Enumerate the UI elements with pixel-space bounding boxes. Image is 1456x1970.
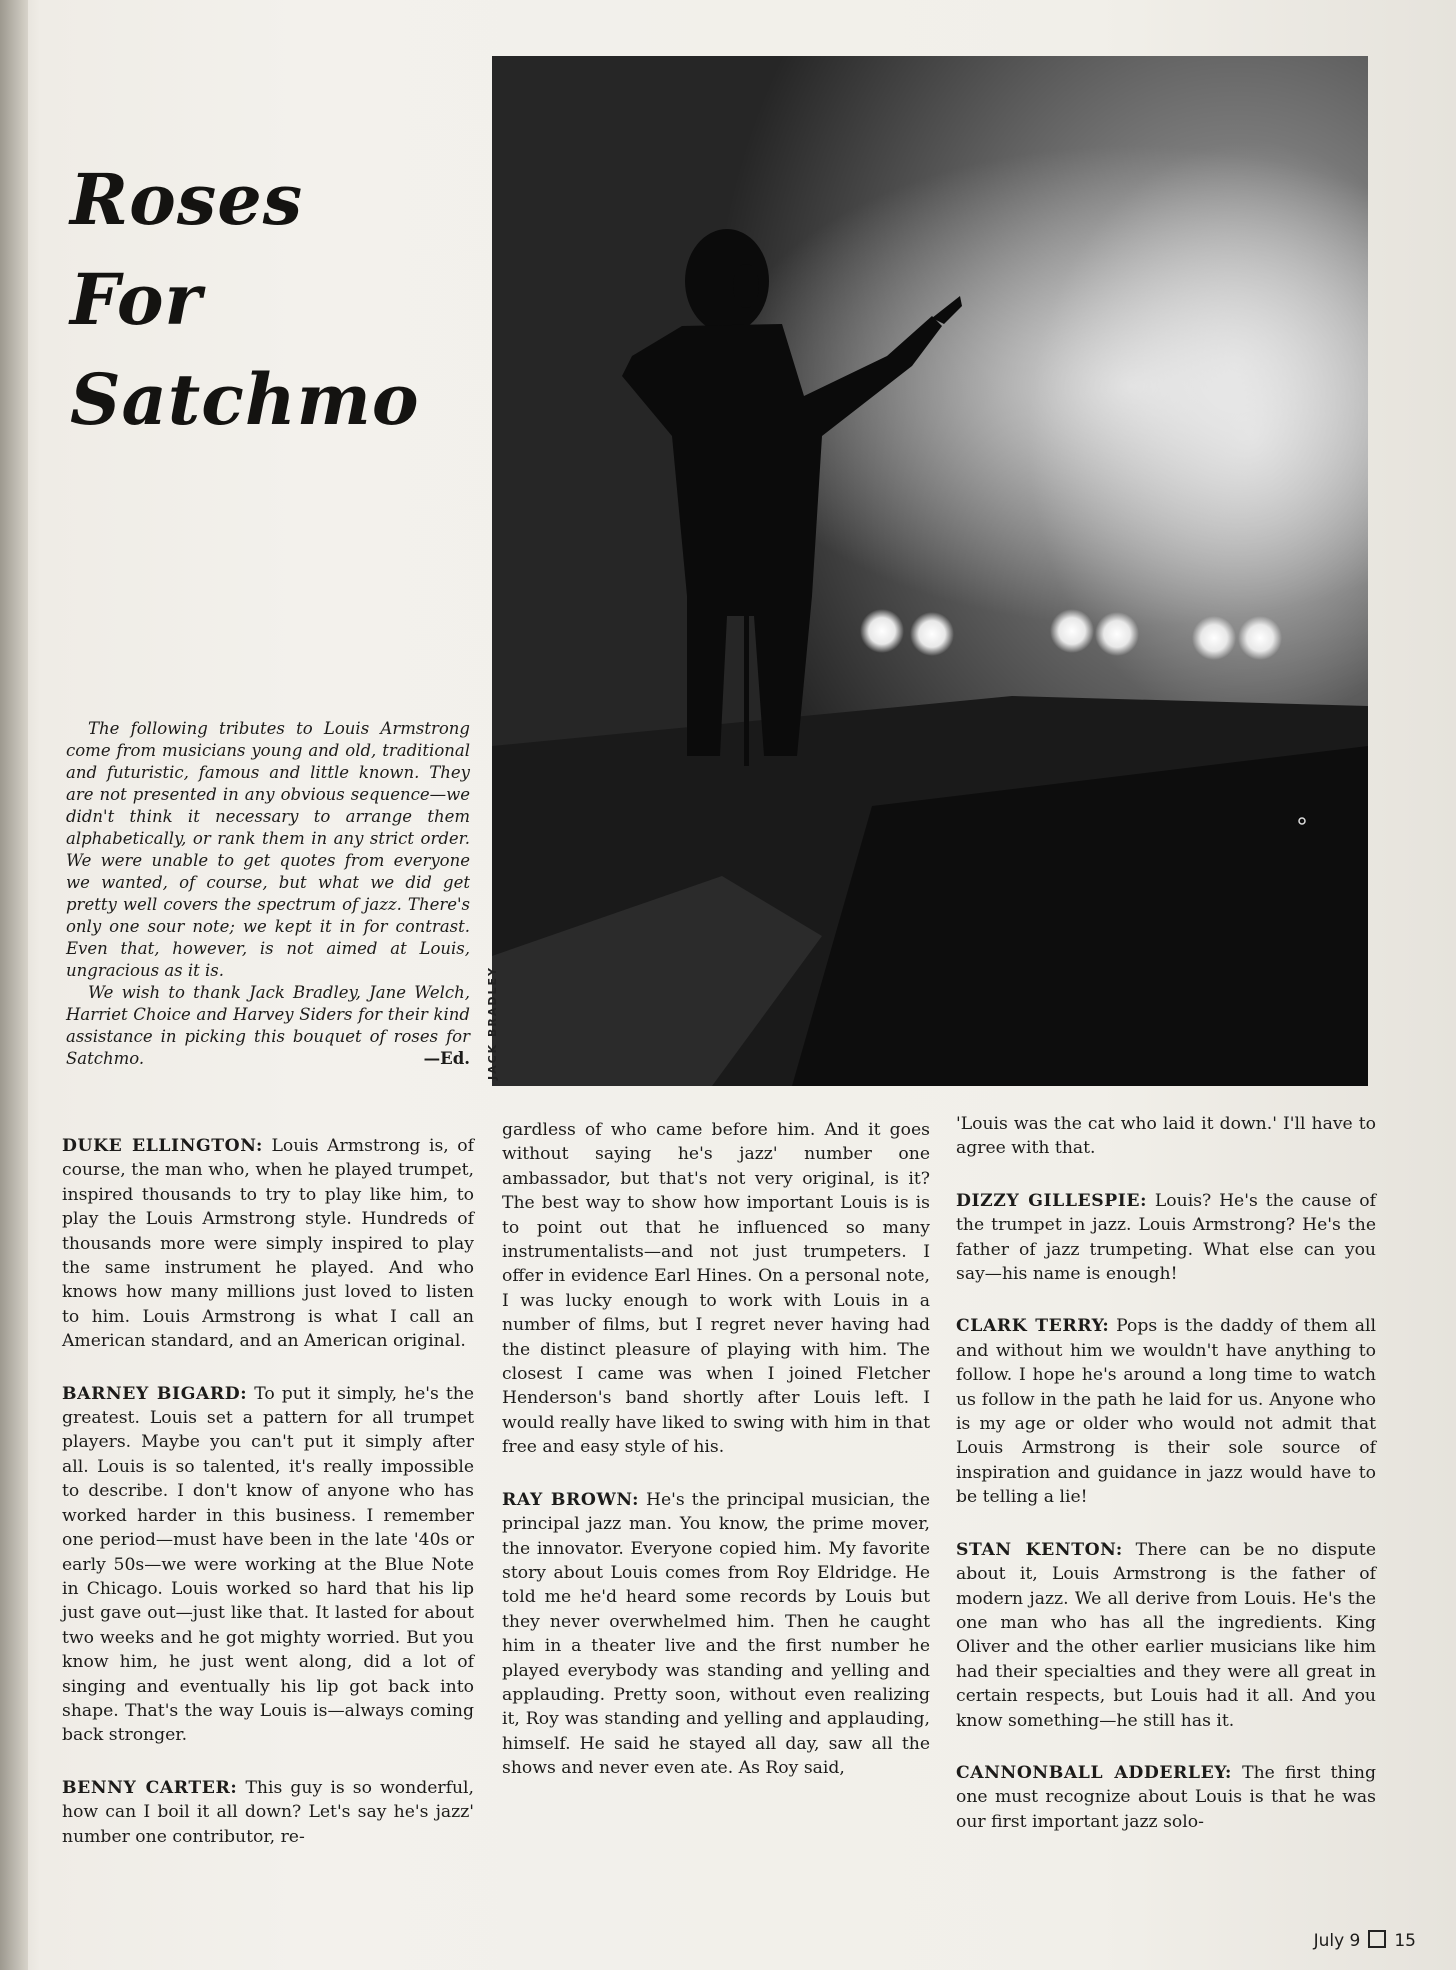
tribute-text: This guy is so wonderful, how can I boil it all down? Let's say he's jazz' number one contributor, re- — [62, 1777, 474, 1847]
issue-date: July 9 — [1313, 1931, 1361, 1951]
tribute-text: He's the principal musician, the principal jazz man. You know, the prime mover, the innovator. Everyone copied him. My favorite story about Louis comes from Roy Eldridge. He told me he'd heard some records by Louis but they never overwhelmed him. Then he caught him in a theater live and the first number he played everybody was standing and yelling and applauding. Pretty soon, without even realizing it, Roy was standing and yelling and applauding, himself. He said he stayed all day, saw all the shows and never even ate. As Roy said, — [502, 1489, 930, 1779]
title-line-3: Satchmo — [70, 358, 420, 441]
tribute-text: The first thing one must recognize about Louis is that he was our first important jazz solo- — [956, 1762, 1377, 1832]
intro-thanks: We wish to thank Jack Bradley, Jane Welch, Harriet Choice and Harvey Siders for their kind assistance in picking this bouquet of roses for Satchmo. — [66, 983, 470, 1068]
tribute-text: There can be no dispute about it, Louis Armstrong is the father of modern jazz. We all derive from Louis. He's the one man who has all the ingredients. King Oliver and the other earlier musicians like him had their specialties and they were all great in certain respects, but Louis had it all. And you know something—he still has it. — [956, 1539, 1377, 1731]
tribute-name: RAY BROWN: — [502, 1489, 640, 1510]
page-folio — [1314, 1930, 1416, 1951]
tribute-name: CLARK TERRY: — [956, 1316, 1110, 1337]
page-number: 15 — [1394, 1931, 1416, 1951]
tribute-name: DUKE ELLINGTON: — [62, 1136, 263, 1156]
editor-signature: —Ed. — [423, 1049, 470, 1068]
article-title — [70, 150, 420, 450]
stage-photo — [492, 56, 1368, 1086]
tribute-dizzy-gillespie — [956, 1189, 1376, 1287]
tribute-stan-kenton — [956, 1538, 1376, 1733]
tribute-text: Pops is the daddy of them all and without him we wouldn't have anything to follow. I hope he's around a long time to watch us follow in the path he laid for us. Anyone who is my age or older who would not admit that Louis Armstrong is their sole source of inspiration and guidance in jazz would have to be telling a lie! — [956, 1316, 1376, 1508]
tribute-benny-carter — [62, 1776, 474, 1849]
tribute-text: Louis? He's the cause of the trumpet in jazz. Louis Armstrong? He's the father of jazz trumpeting. What else can you say—his name is enough! — [956, 1190, 1377, 1285]
tribute-barney-bigard — [62, 1382, 474, 1748]
column-1 — [62, 1134, 474, 1877]
page-spine — [0, 0, 28, 1970]
title-line-2: For — [70, 258, 203, 341]
tribute-cannonball-adderley — [956, 1761, 1376, 1834]
tribute-clark-terry — [956, 1314, 1376, 1509]
folio-box-icon — [1368, 1930, 1386, 1948]
tribute-text: Louis Armstrong is, of course, the man who, when he played trumpet, inspired thousands to try to play like him, to play the Louis Armstrong style. Hundreds of thousands more were simply inspired to play the same instrument he played. And who knows how many millions just loved to listen to him. Louis Armstrong is what I call an American standard, and an American original. — [62, 1136, 474, 1352]
tribute-text: 'Louis was the cat who laid it down.' I'll have to agree with that. — [956, 1114, 1376, 1159]
tribute-name: STAN KENTON: — [956, 1539, 1123, 1560]
tribute-duke-ellington — [62, 1134, 474, 1354]
tribute-name: DIZZY GILLESPIE: — [956, 1190, 1148, 1211]
tribute-ray-brown-cont — [956, 1112, 1376, 1161]
tribute-ray-brown — [502, 1488, 930, 1781]
title-line-1: Roses — [70, 158, 304, 241]
tribute-name: BENNY CARTER: — [62, 1777, 238, 1798]
tribute-name: BARNEY BIGARD: — [62, 1383, 248, 1404]
tribute-name: CANNONBALL ADDERLEY: — [956, 1762, 1232, 1783]
performer-silhouette-icon — [492, 56, 1368, 1086]
column-3 — [956, 1112, 1376, 1862]
tribute-text: gardless of who came before him. And it goes without saying he's jazz' number one ambassador, but that's not very original, is it? The best way to show how important Louis is is to point out that he influenced so many instrumentalists—and not just trumpeters. I offer in evidence Earl Hines. On a personal note, I was lucky enough to work with Louis in a number of films, but I regret never having had the distinct pleasure of playing with him. The closest I came was when I joined Fletcher Henderson's band shortly after Louis left. I would really have liked to swing with him in that free and easy style of his. — [502, 1120, 930, 1458]
editor-intro — [66, 718, 470, 1070]
tribute-benny-carter-cont — [502, 1118, 930, 1460]
photo-credit: JACK BRADLEY — [486, 965, 499, 1080]
column-2 — [502, 1118, 930, 1809]
intro-paragraph: The following tributes to Louis Armstrong come from musicians young and old, traditional and futuristic, famous and little known. They are not presented in any obvious sequence—we didn't think it necessary to arrange them alphabetically, or rank them in any strict order. We were unable to get quotes from everyone we wanted, of course, but what we did get pretty well covers the spectrum of jazz. There's only one sour note; we kept it in for contrast. Even that, however, is not aimed at Louis, ungracious as it is. — [66, 719, 470, 980]
tribute-text: To put it simply, he's the greatest. Louis set a pattern for all trumpet players. Maybe you can't put it simply after all. Louis is so talented, it's really impossible to describe. I don't know of anyone who has worked harder in this business. I remember one period—must have been in the late '40s or early 50s—we were working at the Blue Note in Chicago. Louis worked so hard that his lip just gave out—just like that. It lasted for about two weeks and he got mighty worried. But you know him, he just went along, did a lot of singing and eventually his lip got back into shape. That's the way Louis is—always coming back stronger. — [62, 1383, 474, 1746]
